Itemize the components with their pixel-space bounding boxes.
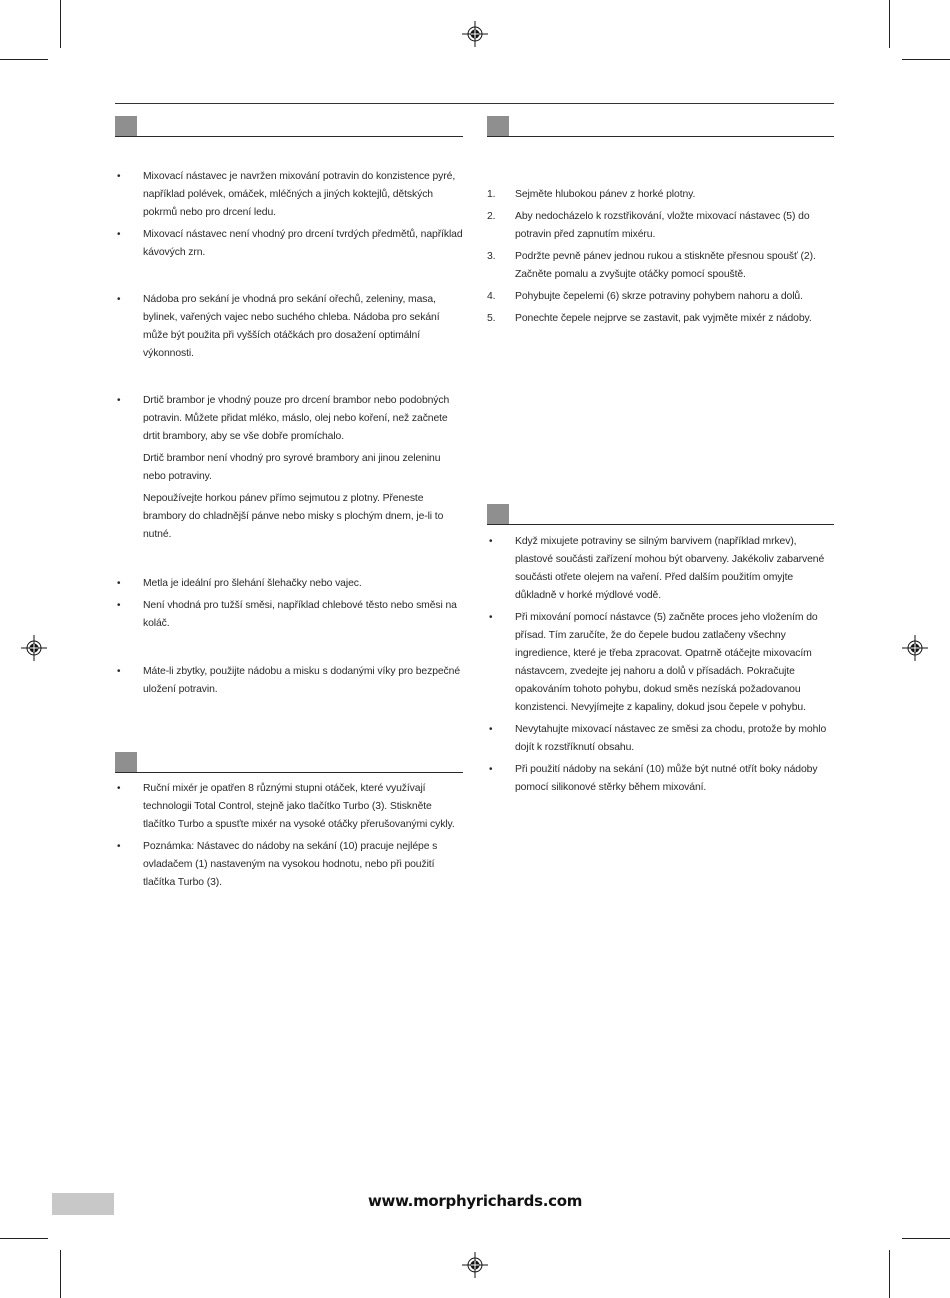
section-header-left-speed (115, 752, 463, 773)
bullet-icon: • (117, 229, 121, 240)
step-item: 2. Aby nedocházelo k rozstřikování, vložte mixovací nástavec (5) do potravin před zapnutím mixéru. (487, 211, 810, 240)
bullet-icon: • (489, 612, 493, 623)
list-item: • Při mixování pomocí nástavce (5) začněte proces jeho vložením do přísad. Tím zaručíte, že do čepele budou zatlačeny všechny ingredience, které je třeba zpracovat. Opatrně otáčejte mixovacím nástavcem, zvedejte jej nahoru a dolů v přísadách. Pokračujte opakováním tohoto pohybu, dokud směs nezíská požadovanou konzistenci. Nevyjímejte z kapaliny, dokud jsou čepele v pohybu. (487, 609, 837, 717)
section-square-icon (487, 116, 509, 136)
crop-mark (60, 0, 61, 48)
list-item: • Ruční mixér je opatřen 8 různými stupni otáček, které využívají technologii Total Control, stejně jako tlačítko Turbo (3). Stiskněte tlačítko Turbo a spusťte mixér na vysoké otáčky přerušovanými cykly. (115, 780, 465, 834)
list-item: • Není vhodná pro tužší směsi, například chlebové těsto nebo směsi na koláč. (115, 597, 465, 633)
header-rule (115, 103, 834, 104)
paragraph: Nepoužívejte horkou pánev přímo sejmutou z plotny. Přeneste brambory do chladnější pánve nebo misky s plochým dnem, je-li to nutné. (143, 493, 444, 540)
crop-mark (0, 59, 48, 60)
masher-section (115, 392, 465, 544)
list-item: • Když mixujete potraviny se silným barvivem (například mrkev), plastové součásti zařízení mohou být obarveny. Jakékoliv zabarvené součásti otřete olejem na vaření. Před dalším použitím omyjte důkladně v horké mýdlové vodě. (487, 533, 837, 605)
bullet-icon: • (117, 578, 121, 589)
crop-mark (889, 1250, 890, 1298)
bullet-icon: • (117, 294, 121, 305)
crop-mark (889, 0, 890, 48)
blend-attachment-section (115, 168, 465, 262)
bullet-icon: • (117, 841, 121, 852)
list-item: • Drtič brambor je vhodný pouze pro drcení brambor nebo podobných potravin. Můžete přidat mléko, máslo, olej nebo koření, než začnete drtit brambory, aby se vše dobře promíchalo. (115, 392, 465, 446)
bullet-icon: • (117, 395, 121, 406)
chopper-section (115, 291, 465, 363)
paragraph: Drtič brambor není vhodný pro syrové brambory ani jinou zeleninu nebo potraviny. (143, 453, 441, 482)
registration-mark-icon (462, 21, 488, 47)
crop-mark (902, 59, 950, 60)
registration-mark-icon (21, 635, 47, 661)
list-item: • Poznámka: Nástavec do nádoby na sekání (10) pracuje nejlépe s ovladačem (1) nastaveným na vysokou hodnotu, nebo při použití tlačítka Turbo (3). (115, 838, 465, 892)
bullet-icon: • (117, 666, 121, 677)
list-item: • Mixovací nástavec je navržen mixování potravin do konzistence pyré, například polévek, omáček, mléčných a jiných koktejlů, dětských pokrmů nebo pro drcení ledu. (115, 168, 465, 222)
bullet-icon: • (489, 724, 493, 735)
list-item: • Při použití nádoby na sekání (10) může být nutné otřít boky nádoby pomocí silikonové stěrky během mixování. (487, 761, 837, 797)
storage-section (115, 663, 465, 699)
step-item: 1. Sejměte hlubokou pánev z horké plotny. (487, 189, 696, 200)
bullet-icon: • (117, 600, 121, 611)
crop-mark (60, 1250, 61, 1298)
usage-steps-section (487, 186, 837, 328)
section-square-icon (487, 504, 509, 524)
bullet-icon: • (489, 764, 493, 775)
list-item: • Mixovací nástavec není vhodný pro drcení tvrdých předmětů, například kávových zrn. (115, 226, 465, 262)
footer-url[interactable]: www.morphyrichards.com (367, 1192, 583, 1210)
step-item: 4. Pohybujte čepelemi (6) skrze potraviny pohybem nahoru a dolů. (487, 291, 803, 302)
section-square-icon (115, 116, 137, 136)
section-square-icon (115, 752, 137, 772)
whisk-section (115, 575, 465, 633)
step-item: 5. Ponechte čepele nejprve se zastavit, pak vyjměte mixér z nádoby. (487, 313, 812, 324)
registration-mark-icon (462, 1252, 488, 1278)
bullet-icon: • (489, 536, 493, 547)
bullet-icon: • (117, 171, 121, 182)
step-item: 3. Podržte pevně pánev jednou rukou a stiskněte přesnou spoušť (2). Začněte pomalu a zvyšujte otáčky pomocí spouště. (487, 251, 816, 280)
bullet-icon: • (117, 783, 121, 794)
list-item: • Nevytahujte mixovací nástavec ze směsi za chodu, protože by mohlo dojít k rozstříknutí obsahu. (487, 721, 837, 757)
section-header-left-top (115, 116, 463, 137)
section-header-right-tips (487, 504, 834, 525)
tips-section (487, 533, 837, 797)
list-item: • Metla je ideální pro šlehání šlehačky nebo vajec. (115, 575, 465, 593)
list-item: • Máte-li zbytky, použijte nádobu a misku s dodanými víky pro bezpečné uložení potravin. (115, 663, 465, 699)
list-item: • Nádoba pro sekání je vhodná pro sekání ořechů, zeleniny, masa, bylinek, vařených vajec nebo suchého chleba. Nádoba pro sekání může být použita při vyšších otáčkách pro dosažení optimální výkonnosti. (115, 291, 465, 363)
speed-control-section (115, 780, 465, 892)
section-header-right-top (487, 116, 834, 137)
crop-mark (0, 1238, 48, 1239)
registration-mark-icon (902, 635, 928, 661)
crop-mark (902, 1238, 950, 1239)
